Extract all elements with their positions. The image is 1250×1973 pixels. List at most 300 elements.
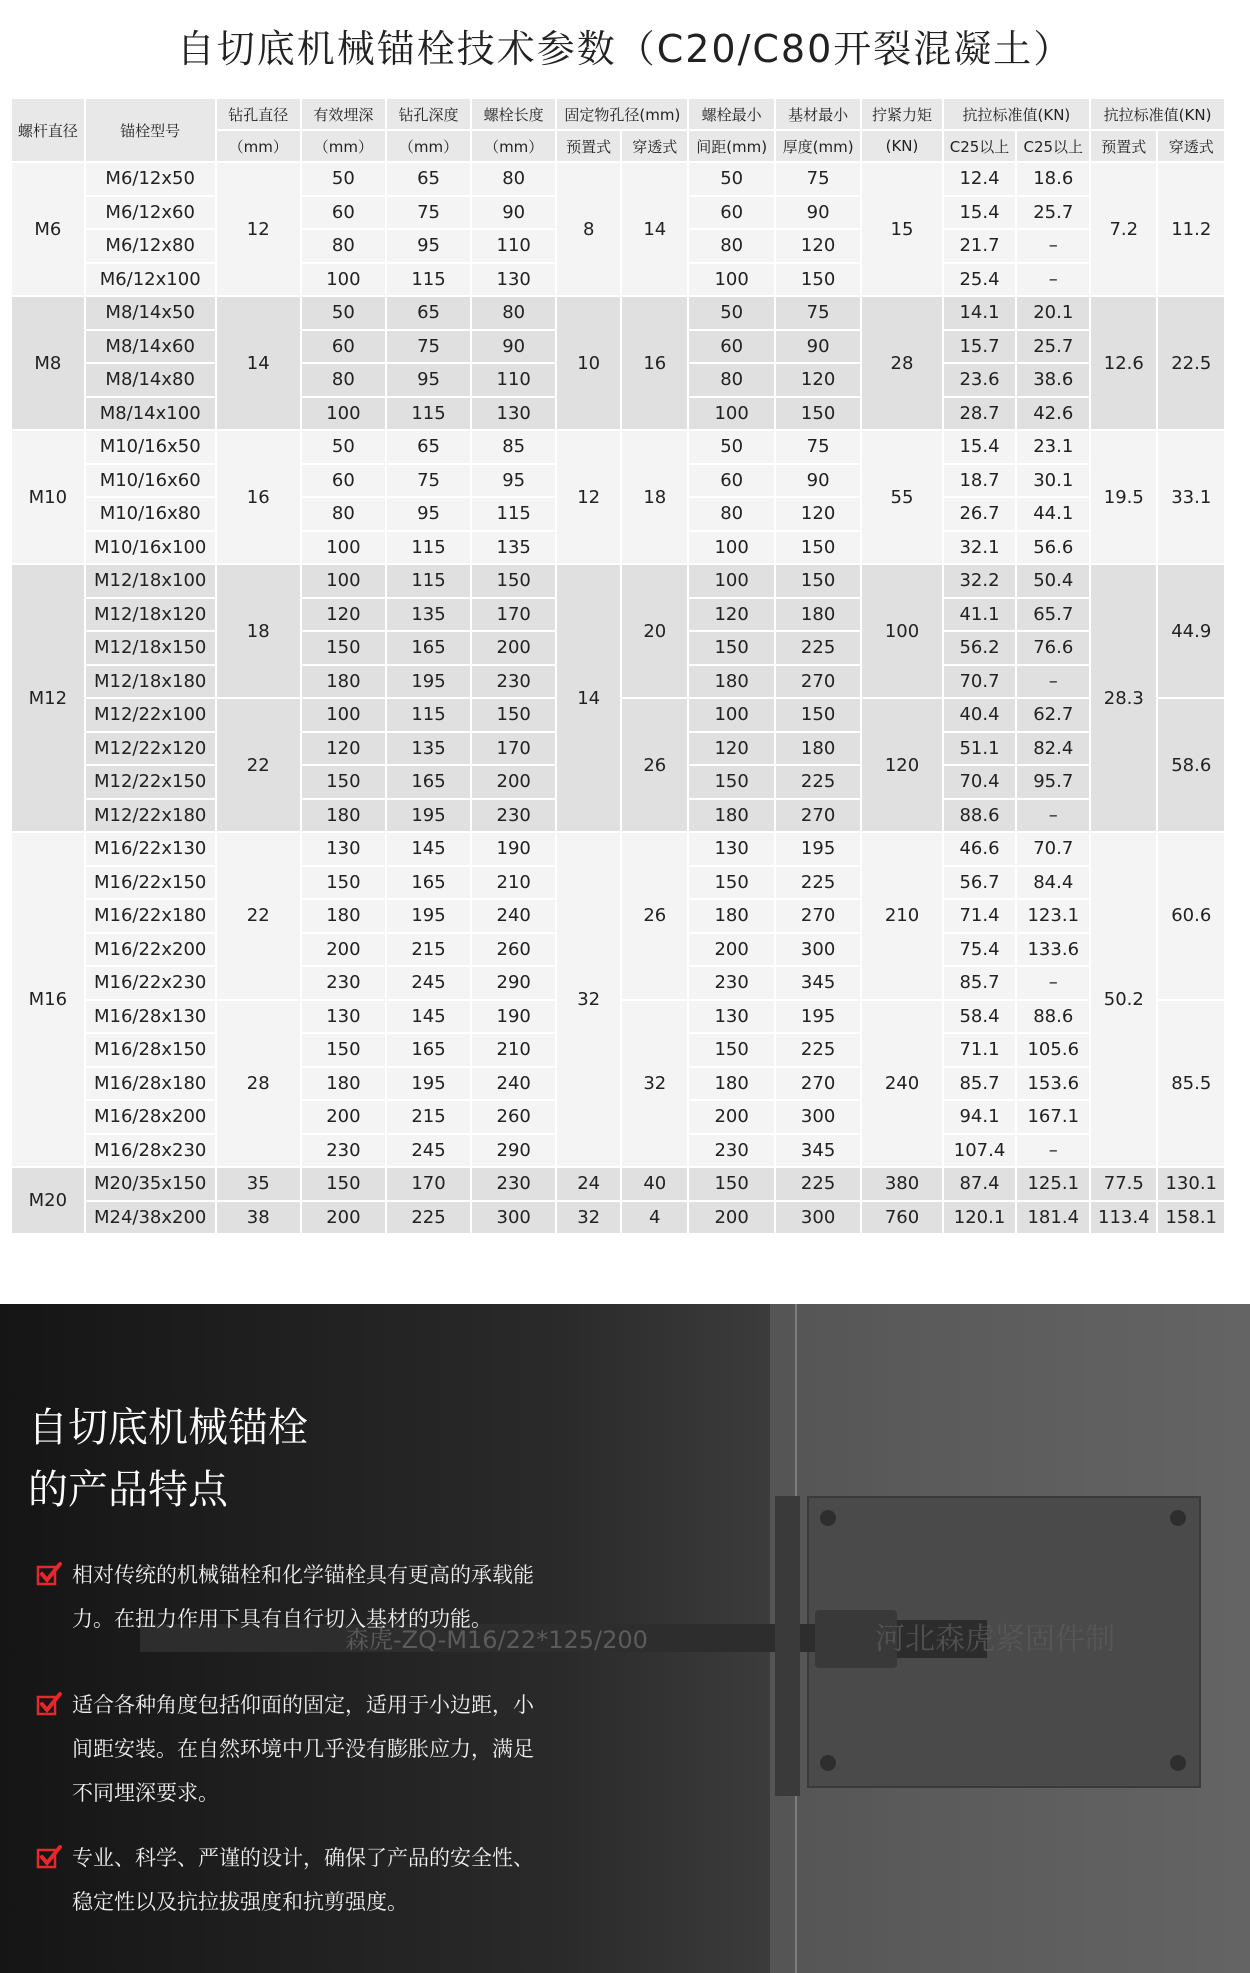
- table-cell: 195: [386, 899, 471, 933]
- tension-through-cell: 44.9: [1157, 564, 1225, 698]
- subheader-mm: （mm）: [471, 130, 556, 162]
- table-cell: 60: [301, 330, 386, 364]
- model-cell: M16/28x130: [85, 1000, 216, 1034]
- header-effective-depth: 有效埋深: [301, 98, 386, 130]
- table-cell: 25.7: [1016, 196, 1090, 230]
- table-cell: 150: [688, 1167, 774, 1201]
- drill-cell: 12: [216, 162, 301, 296]
- table-cell: 210: [471, 1033, 556, 1067]
- table-cell: 50: [688, 430, 774, 464]
- table-cell: 76.6: [1016, 631, 1090, 665]
- table-cell: 165: [386, 1033, 471, 1067]
- table-cell: 210: [471, 866, 556, 900]
- table-cell: 56.7: [943, 866, 1017, 900]
- table-cell: 180: [301, 899, 386, 933]
- model-cell: M10/16x60: [85, 464, 216, 498]
- table-cell: 84.4: [1016, 866, 1090, 900]
- table-cell: 120: [301, 732, 386, 766]
- table-cell: 95.7: [1016, 765, 1090, 799]
- header-min-thickness: 基材最小: [775, 98, 861, 130]
- plate-screw: [1170, 1510, 1186, 1526]
- table-cell: –: [1016, 263, 1090, 297]
- table-cell: 60: [688, 196, 774, 230]
- table-cell: 345: [775, 966, 861, 1000]
- table-cell: –: [1016, 966, 1090, 1000]
- table-cell: 270: [775, 1067, 861, 1101]
- table-row: [11, 832, 1225, 866]
- table-cell: 130: [471, 397, 556, 431]
- header-bolt-length: 螺栓长度: [471, 98, 556, 130]
- table-row: [11, 296, 1225, 330]
- table-cell: 180: [301, 665, 386, 699]
- table-cell: 25.7: [1016, 330, 1090, 364]
- torque-cell: 55: [861, 430, 942, 564]
- table-cell: 58.4: [943, 1000, 1017, 1034]
- feature-text: 不同埋深要求。: [72, 1781, 219, 1805]
- bolt-marking: 森虎-ZQ-M16/22*125/200: [345, 1626, 648, 1654]
- model-cell: M12/22x150: [85, 765, 216, 799]
- feature-item: [36, 1553, 596, 1641]
- table-cell: 42.6: [1016, 397, 1090, 431]
- table-cell: 150: [301, 1167, 386, 1201]
- table-cell: 181.4: [1016, 1201, 1090, 1235]
- feature-title: [28, 1397, 308, 1521]
- table-cell: 150: [471, 698, 556, 732]
- drill-cell: 22: [216, 832, 301, 1000]
- table-cell: 115: [386, 698, 471, 732]
- model-cell: M16/28x180: [85, 1067, 216, 1101]
- model-cell: M16/28x230: [85, 1134, 216, 1168]
- model-cell: M6/12x60: [85, 196, 216, 230]
- table-cell: 110: [471, 363, 556, 397]
- tension-preset-cell: 19.5: [1090, 430, 1157, 564]
- feature-item: [36, 1683, 596, 1815]
- table-cell: 90: [775, 464, 861, 498]
- table-cell: 180: [775, 732, 861, 766]
- table-cell: 150: [301, 631, 386, 665]
- table-cell: 100: [688, 564, 774, 598]
- table-cell: 100: [301, 531, 386, 565]
- table-cell: 200: [471, 631, 556, 665]
- model-cell: M16/22x130: [85, 832, 216, 866]
- tension-preset-cell: 28.3: [1090, 564, 1157, 832]
- subheader-preset: 预置式: [556, 130, 621, 162]
- model-cell: M24/38x200: [85, 1201, 216, 1235]
- tension-preset-cell: 12.6: [1090, 296, 1157, 430]
- table-cell: 70.7: [943, 665, 1017, 699]
- tension-through-cell: 60.6: [1157, 832, 1225, 1000]
- fixture-preset-cell: 8: [556, 162, 621, 296]
- fixture-through-cell: 20: [621, 564, 688, 698]
- fixture-through-cell: 18: [621, 430, 688, 564]
- table-cell: 290: [471, 1134, 556, 1168]
- table-cell: 115: [471, 497, 556, 531]
- table-cell: 75.4: [943, 933, 1017, 967]
- table-cell: 77.5: [1090, 1167, 1157, 1201]
- feature-text: 稳定性以及抗拉拔强度和抗剪强度。: [72, 1890, 408, 1914]
- table-cell: 300: [775, 1201, 861, 1235]
- table-cell: 50: [301, 296, 386, 330]
- table-cell: 180: [301, 799, 386, 833]
- model-cell: M12/22x100: [85, 698, 216, 732]
- table-cell: 14.1: [943, 296, 1017, 330]
- table-cell: 165: [386, 866, 471, 900]
- table-cell: 130: [471, 263, 556, 297]
- table-cell: 150: [688, 765, 774, 799]
- torque-cell: 240: [861, 1000, 942, 1168]
- table-cell: 195: [386, 665, 471, 699]
- plate-screw: [820, 1510, 836, 1526]
- table-cell: 15.4: [943, 430, 1017, 464]
- diameter-cell: M20: [11, 1167, 85, 1234]
- table-cell: 41.1: [943, 598, 1017, 632]
- table-cell: 180: [775, 598, 861, 632]
- table-cell: 165: [386, 765, 471, 799]
- table-cell: 170: [471, 732, 556, 766]
- tension-preset-cell: 7.2: [1090, 162, 1157, 296]
- model-cell: M16/22x180: [85, 899, 216, 933]
- drill-cell: 14: [216, 296, 301, 430]
- subheader-through: 穿透式: [1157, 130, 1225, 162]
- model-cell: M16/22x150: [85, 866, 216, 900]
- table-cell: 80: [471, 296, 556, 330]
- model-cell: M12/18x100: [85, 564, 216, 598]
- table-cell: 115: [386, 564, 471, 598]
- table-cell: 80: [301, 229, 386, 263]
- model-cell: M6/12x50: [85, 162, 216, 196]
- table-cell: 190: [471, 1000, 556, 1034]
- header-fixture-hole: 固定物孔径(mm): [556, 98, 688, 130]
- feature-text: 相对传统的机械锚栓和化学锚栓具有更高的承载能: [72, 1563, 534, 1587]
- table-cell: 270: [775, 899, 861, 933]
- subheader-preset: 预置式: [1090, 130, 1157, 162]
- tension-through-cell: 33.1: [1157, 430, 1225, 564]
- table-cell: 180: [688, 899, 774, 933]
- table-cell: 215: [386, 1100, 471, 1134]
- table-cell: 32.1: [943, 531, 1017, 565]
- table-cell: 80: [688, 497, 774, 531]
- table-cell: 15.7: [943, 330, 1017, 364]
- table-cell: 180: [688, 665, 774, 699]
- torque-cell: 100: [861, 564, 942, 698]
- model-cell: M10/16x100: [85, 531, 216, 565]
- table-cell: 230: [688, 966, 774, 1000]
- table-cell: 120: [688, 732, 774, 766]
- table-cell: 120: [301, 598, 386, 632]
- table-cell: 80: [301, 363, 386, 397]
- table-cell: 90: [471, 196, 556, 230]
- table-cell: 130: [301, 1000, 386, 1034]
- table-cell: 300: [471, 1201, 556, 1235]
- header-tension-std2: 抗拉标准值(KN): [1090, 98, 1225, 130]
- table-cell: 70.7: [1016, 832, 1090, 866]
- table-cell: 65: [386, 296, 471, 330]
- table-cell: 120: [688, 598, 774, 632]
- table-cell: 60: [301, 196, 386, 230]
- drill-cell: 16: [216, 430, 301, 564]
- table-header: [11, 98, 1225, 162]
- table-cell: 240: [471, 1067, 556, 1101]
- table-cell: 300: [775, 933, 861, 967]
- table-cell: 75: [775, 430, 861, 464]
- torque-cell: 28: [861, 296, 942, 430]
- table-cell: 150: [775, 564, 861, 598]
- table-cell: 25.4: [943, 263, 1017, 297]
- table-cell: 105.6: [1016, 1033, 1090, 1067]
- watermark: 河北森虎紧固件制: [875, 1622, 1115, 1657]
- table-cell: 75: [386, 196, 471, 230]
- feature-text: 间距安装。在自然环境中几乎没有膨胀应力，满足: [72, 1737, 534, 1761]
- header-tension-std: 抗拉标准值(KN): [943, 98, 1090, 130]
- table-cell: 40: [621, 1167, 688, 1201]
- table-cell: 150: [775, 698, 861, 732]
- table-cell: 145: [386, 832, 471, 866]
- table-cell: 150: [688, 866, 774, 900]
- model-cell: M12/22x120: [85, 732, 216, 766]
- table-cell: 225: [775, 866, 861, 900]
- header-min-spacing: 螺栓最小: [688, 98, 774, 130]
- diameter-cell: M12: [11, 564, 85, 832]
- plate-screw: [1170, 1755, 1186, 1771]
- table-cell: 225: [775, 1033, 861, 1067]
- table-cell: 260: [471, 1100, 556, 1134]
- fixture-through-cell: 26: [621, 832, 688, 1000]
- table-cell: 88.6: [943, 799, 1017, 833]
- torque-cell: 210: [861, 832, 942, 1000]
- tension-through-cell: 11.2: [1157, 162, 1225, 296]
- table-cell: 225: [386, 1201, 471, 1235]
- fixture-through-cell: 32: [621, 1000, 688, 1168]
- subheader-c25: C25以上: [1016, 130, 1090, 162]
- table-cell: 82.4: [1016, 732, 1090, 766]
- table-cell: 150: [301, 1033, 386, 1067]
- check-icon: [36, 1844, 62, 1870]
- model-cell: M16/28x200: [85, 1100, 216, 1134]
- table-cell: 130: [688, 1000, 774, 1034]
- table-cell: 195: [386, 799, 471, 833]
- model-cell: M16/22x230: [85, 966, 216, 1000]
- table-cell: 65: [386, 162, 471, 196]
- table-cell: 135: [471, 531, 556, 565]
- table-cell: 75: [775, 162, 861, 196]
- table-cell: 94.1: [943, 1100, 1017, 1134]
- table-cell: 50: [688, 162, 774, 196]
- check-icon: [36, 1561, 62, 1587]
- table-cell: 260: [471, 933, 556, 967]
- table-cell: 200: [301, 1201, 386, 1235]
- table-cell: 133.6: [1016, 933, 1090, 967]
- header-diameter: 螺杆直径: [11, 98, 85, 162]
- table-body: [11, 162, 1225, 1234]
- table-cell: 170: [386, 1167, 471, 1201]
- table-cell: 46.6: [943, 832, 1017, 866]
- table-cell: –: [1016, 1134, 1090, 1168]
- table-cell: 90: [775, 330, 861, 364]
- table-cell: 170: [471, 598, 556, 632]
- table-cell: 44.1: [1016, 497, 1090, 531]
- table-cell: 30.1: [1016, 464, 1090, 498]
- feature-text: 专业、科学、严谨的设计，确保了产品的安全性、: [72, 1846, 534, 1870]
- table-cell: 32: [556, 1201, 621, 1235]
- table-cell: 245: [386, 1134, 471, 1168]
- table-cell: 80: [301, 497, 386, 531]
- table-cell: 120.1: [943, 1201, 1017, 1235]
- fixture-preset-cell: 12: [556, 430, 621, 564]
- table-cell: 290: [471, 966, 556, 1000]
- table-cell: 80: [688, 363, 774, 397]
- table-cell: 270: [775, 665, 861, 699]
- table-cell: 107.4: [943, 1134, 1017, 1168]
- table-cell: 65: [386, 430, 471, 464]
- table-cell: 195: [775, 1000, 861, 1034]
- subheader-spacing: 间距(mm): [688, 130, 774, 162]
- table-cell: 24: [556, 1167, 621, 1201]
- table-cell: 71.4: [943, 899, 1017, 933]
- table-cell: 123.1: [1016, 899, 1090, 933]
- table-cell: 38: [216, 1201, 301, 1235]
- table-cell: 60: [688, 464, 774, 498]
- table-cell: 71.1: [943, 1033, 1017, 1067]
- table-cell: 90: [471, 330, 556, 364]
- table-cell: 150: [688, 1033, 774, 1067]
- model-cell: M16/22x200: [85, 933, 216, 967]
- table-cell: 230: [301, 1134, 386, 1168]
- model-cell: M20/35x150: [85, 1167, 216, 1201]
- table-cell: 190: [471, 832, 556, 866]
- table-cell: 135: [386, 598, 471, 632]
- table-cell: 130: [688, 832, 774, 866]
- table-cell: 95: [386, 363, 471, 397]
- model-cell: M6/12x80: [85, 229, 216, 263]
- table-cell: 270: [775, 799, 861, 833]
- fixture-plate: [775, 1496, 800, 1796]
- table-cell: 85: [471, 430, 556, 464]
- plate-screw: [820, 1755, 836, 1771]
- table-cell: 100: [301, 263, 386, 297]
- model-cell: M12/18x180: [85, 665, 216, 699]
- header-drill-depth: 钻孔深度: [386, 98, 471, 130]
- table-cell: 50.4: [1016, 564, 1090, 598]
- table-cell: 65.7: [1016, 598, 1090, 632]
- table-cell: 100: [688, 397, 774, 431]
- table-cell: 180: [688, 799, 774, 833]
- table-cell: 12.4: [943, 162, 1017, 196]
- table-cell: 120: [775, 229, 861, 263]
- fixture-preset-cell: 10: [556, 296, 621, 430]
- table-cell: 150: [775, 263, 861, 297]
- table-cell: 167.1: [1016, 1100, 1090, 1134]
- table-cell: 145: [386, 1000, 471, 1034]
- tension-through-cell: 22.5: [1157, 296, 1225, 430]
- table-cell: 75: [386, 464, 471, 498]
- table-cell: 4: [621, 1201, 688, 1235]
- table-cell: 60: [688, 330, 774, 364]
- table-cell: 130.1: [1157, 1167, 1225, 1201]
- table-cell: 200: [688, 1201, 774, 1235]
- table-cell: 50: [301, 162, 386, 196]
- model-cell: M16/28x150: [85, 1033, 216, 1067]
- table-cell: 70.4: [943, 765, 1017, 799]
- subheader-kn: (KN): [861, 130, 942, 162]
- table-cell: –: [1016, 229, 1090, 263]
- table-cell: 200: [688, 933, 774, 967]
- table-cell: 225: [775, 765, 861, 799]
- table-cell: 130: [301, 832, 386, 866]
- table-cell: 200: [688, 1100, 774, 1134]
- table-cell: 153.6: [1016, 1067, 1090, 1101]
- drill-cell: 28: [216, 1000, 301, 1168]
- table-cell: 85.7: [943, 1067, 1017, 1101]
- table-cell: 150: [301, 866, 386, 900]
- table-cell: 100: [301, 698, 386, 732]
- subheader-thickness: 厚度(mm): [775, 130, 861, 162]
- table-cell: –: [1016, 665, 1090, 699]
- drill-cell: 22: [216, 698, 301, 832]
- table-cell: 195: [386, 1067, 471, 1101]
- table-cell: 230: [471, 1167, 556, 1201]
- table-cell: 100: [301, 564, 386, 598]
- table-cell: 32.2: [943, 564, 1017, 598]
- table-cell: 60: [301, 464, 386, 498]
- diameter-cell: M6: [11, 162, 85, 296]
- table-cell: 87.4: [943, 1167, 1017, 1201]
- table-cell: 62.7: [1016, 698, 1090, 732]
- table-cell: 50: [688, 296, 774, 330]
- table-cell: 215: [386, 933, 471, 967]
- table-cell: 135: [386, 732, 471, 766]
- model-cell: M6/12x100: [85, 263, 216, 297]
- table-cell: 18.6: [1016, 162, 1090, 196]
- table-row: [11, 430, 1225, 464]
- fixture-through-cell: 26: [621, 698, 688, 832]
- feature-text: 适合各种角度包括仰面的固定，适用于小边距，小: [72, 1693, 534, 1717]
- table-cell: 200: [471, 765, 556, 799]
- table-cell: 23.1: [1016, 430, 1090, 464]
- table-cell: 230: [688, 1134, 774, 1168]
- table-cell: 15.4: [943, 196, 1017, 230]
- table-cell: 225: [775, 631, 861, 665]
- table-row: [11, 1201, 1225, 1235]
- header-torque: 拧紧力矩: [861, 98, 942, 130]
- tension-through-cell: 85.5: [1157, 1000, 1225, 1168]
- table-cell: 115: [386, 263, 471, 297]
- diameter-cell: M10: [11, 430, 85, 564]
- subheader-through: 穿透式: [621, 130, 688, 162]
- table-cell: 180: [301, 1067, 386, 1101]
- model-cell: M12/18x150: [85, 631, 216, 665]
- table-cell: –: [1016, 799, 1090, 833]
- model-cell: M8/14x100: [85, 397, 216, 431]
- table-cell: 113.4: [1090, 1201, 1157, 1235]
- table-cell: 90: [775, 196, 861, 230]
- table-row: [11, 1167, 1225, 1201]
- tension-preset-cell: 50.2: [1090, 832, 1157, 1167]
- table-cell: 40.4: [943, 698, 1017, 732]
- feature-panel: [0, 1304, 1250, 1973]
- table-cell: 150: [775, 531, 861, 565]
- table-cell: 95: [386, 229, 471, 263]
- subheader-c25: C25以上: [943, 130, 1017, 162]
- table-cell: 760: [861, 1201, 942, 1235]
- table-cell: 225: [775, 1167, 861, 1201]
- table-cell: 38.6: [1016, 363, 1090, 397]
- fixture-through-cell: 16: [621, 296, 688, 430]
- table-cell: 345: [775, 1134, 861, 1168]
- table-cell: 120: [775, 497, 861, 531]
- table-cell: 150: [471, 564, 556, 598]
- table-cell: 100: [688, 531, 774, 565]
- table-cell: 230: [471, 799, 556, 833]
